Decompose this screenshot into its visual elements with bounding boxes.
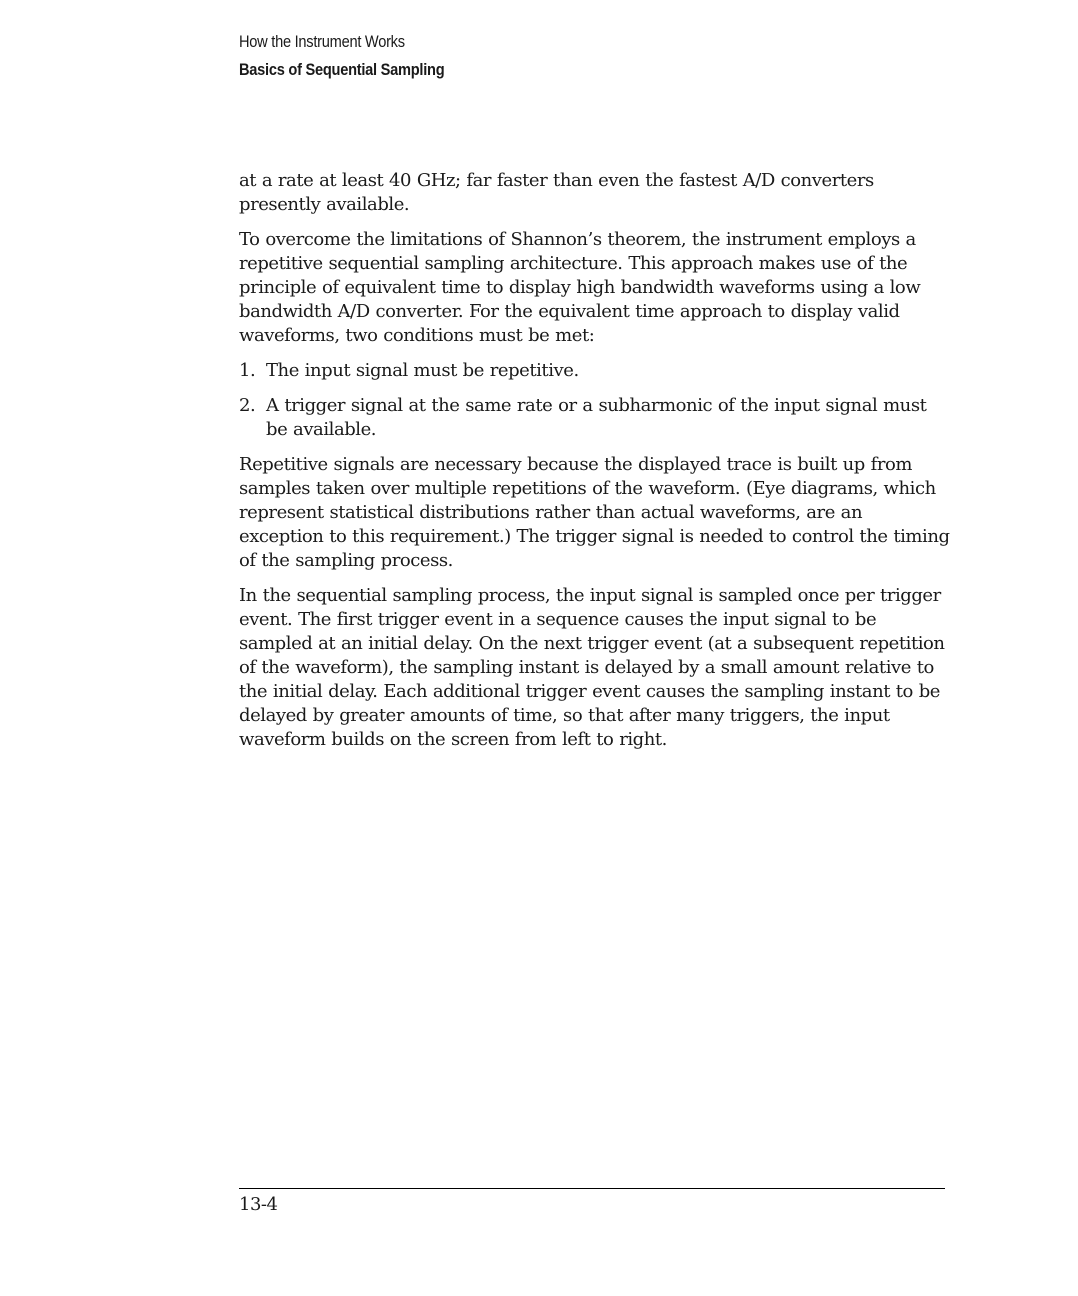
paragraph-3: Repetitive signals are necessary because the displayed trace is built up from samples taken over multiple repetitions of the waveform. (Eye diagrams, which represent statistical distributions rather than actual waveforms, are an exception to this requirement.) The trigger signal is needed to control the timing of the sampling process. — [239, 454, 950, 571]
paragraph-1: at a rate at least 40 GHz; far faster than even the fastest A/D converters presently available. — [239, 170, 874, 215]
list-item-text: The input signal must be repetitive. — [266, 360, 579, 381]
list-item-number: 1. — [239, 360, 256, 381]
page-number: 13-4 — [239, 1194, 278, 1215]
body-text — [239, 169, 951, 763]
list-item-number: 2. — [239, 395, 256, 416]
list-item — [239, 394, 951, 442]
list-item-text: A trigger signal at the same rate or a subharmonic of the input signal must be available. — [266, 395, 927, 440]
chapter-title: How the Instrument Works — [239, 32, 405, 51]
footer-rule — [239, 1188, 945, 1189]
section-title: Basics of Sequential Sampling — [239, 60, 445, 79]
conditions-list — [239, 359, 951, 442]
list-item — [239, 359, 951, 383]
paragraph-2: To overcome the limitations of Shannon’s theorem, the instrument employs a repetitive sequential sampling architecture. This approach makes use of the principle of equivalent time to display high bandwidth waveforms using a low bandwidth A/D converter. For the equivalent time approach to display valid waveforms, two conditions must be met: — [239, 229, 921, 346]
paragraph-4: In the sequential sampling process, the input signal is sampled once per trigger event. The first trigger event in a sequence causes the input signal to be sampled at an initial delay. On the next trigger event (at a subsequent repetition of the waveform), the sampling instant is delayed by a small amount relative to the initial delay. Each additional trigger event causes the sampling instant to be delayed by greater amounts of time, so that after many triggers, the input waveform builds on the screen from left to right. — [239, 585, 945, 750]
running-head — [239, 30, 478, 82]
